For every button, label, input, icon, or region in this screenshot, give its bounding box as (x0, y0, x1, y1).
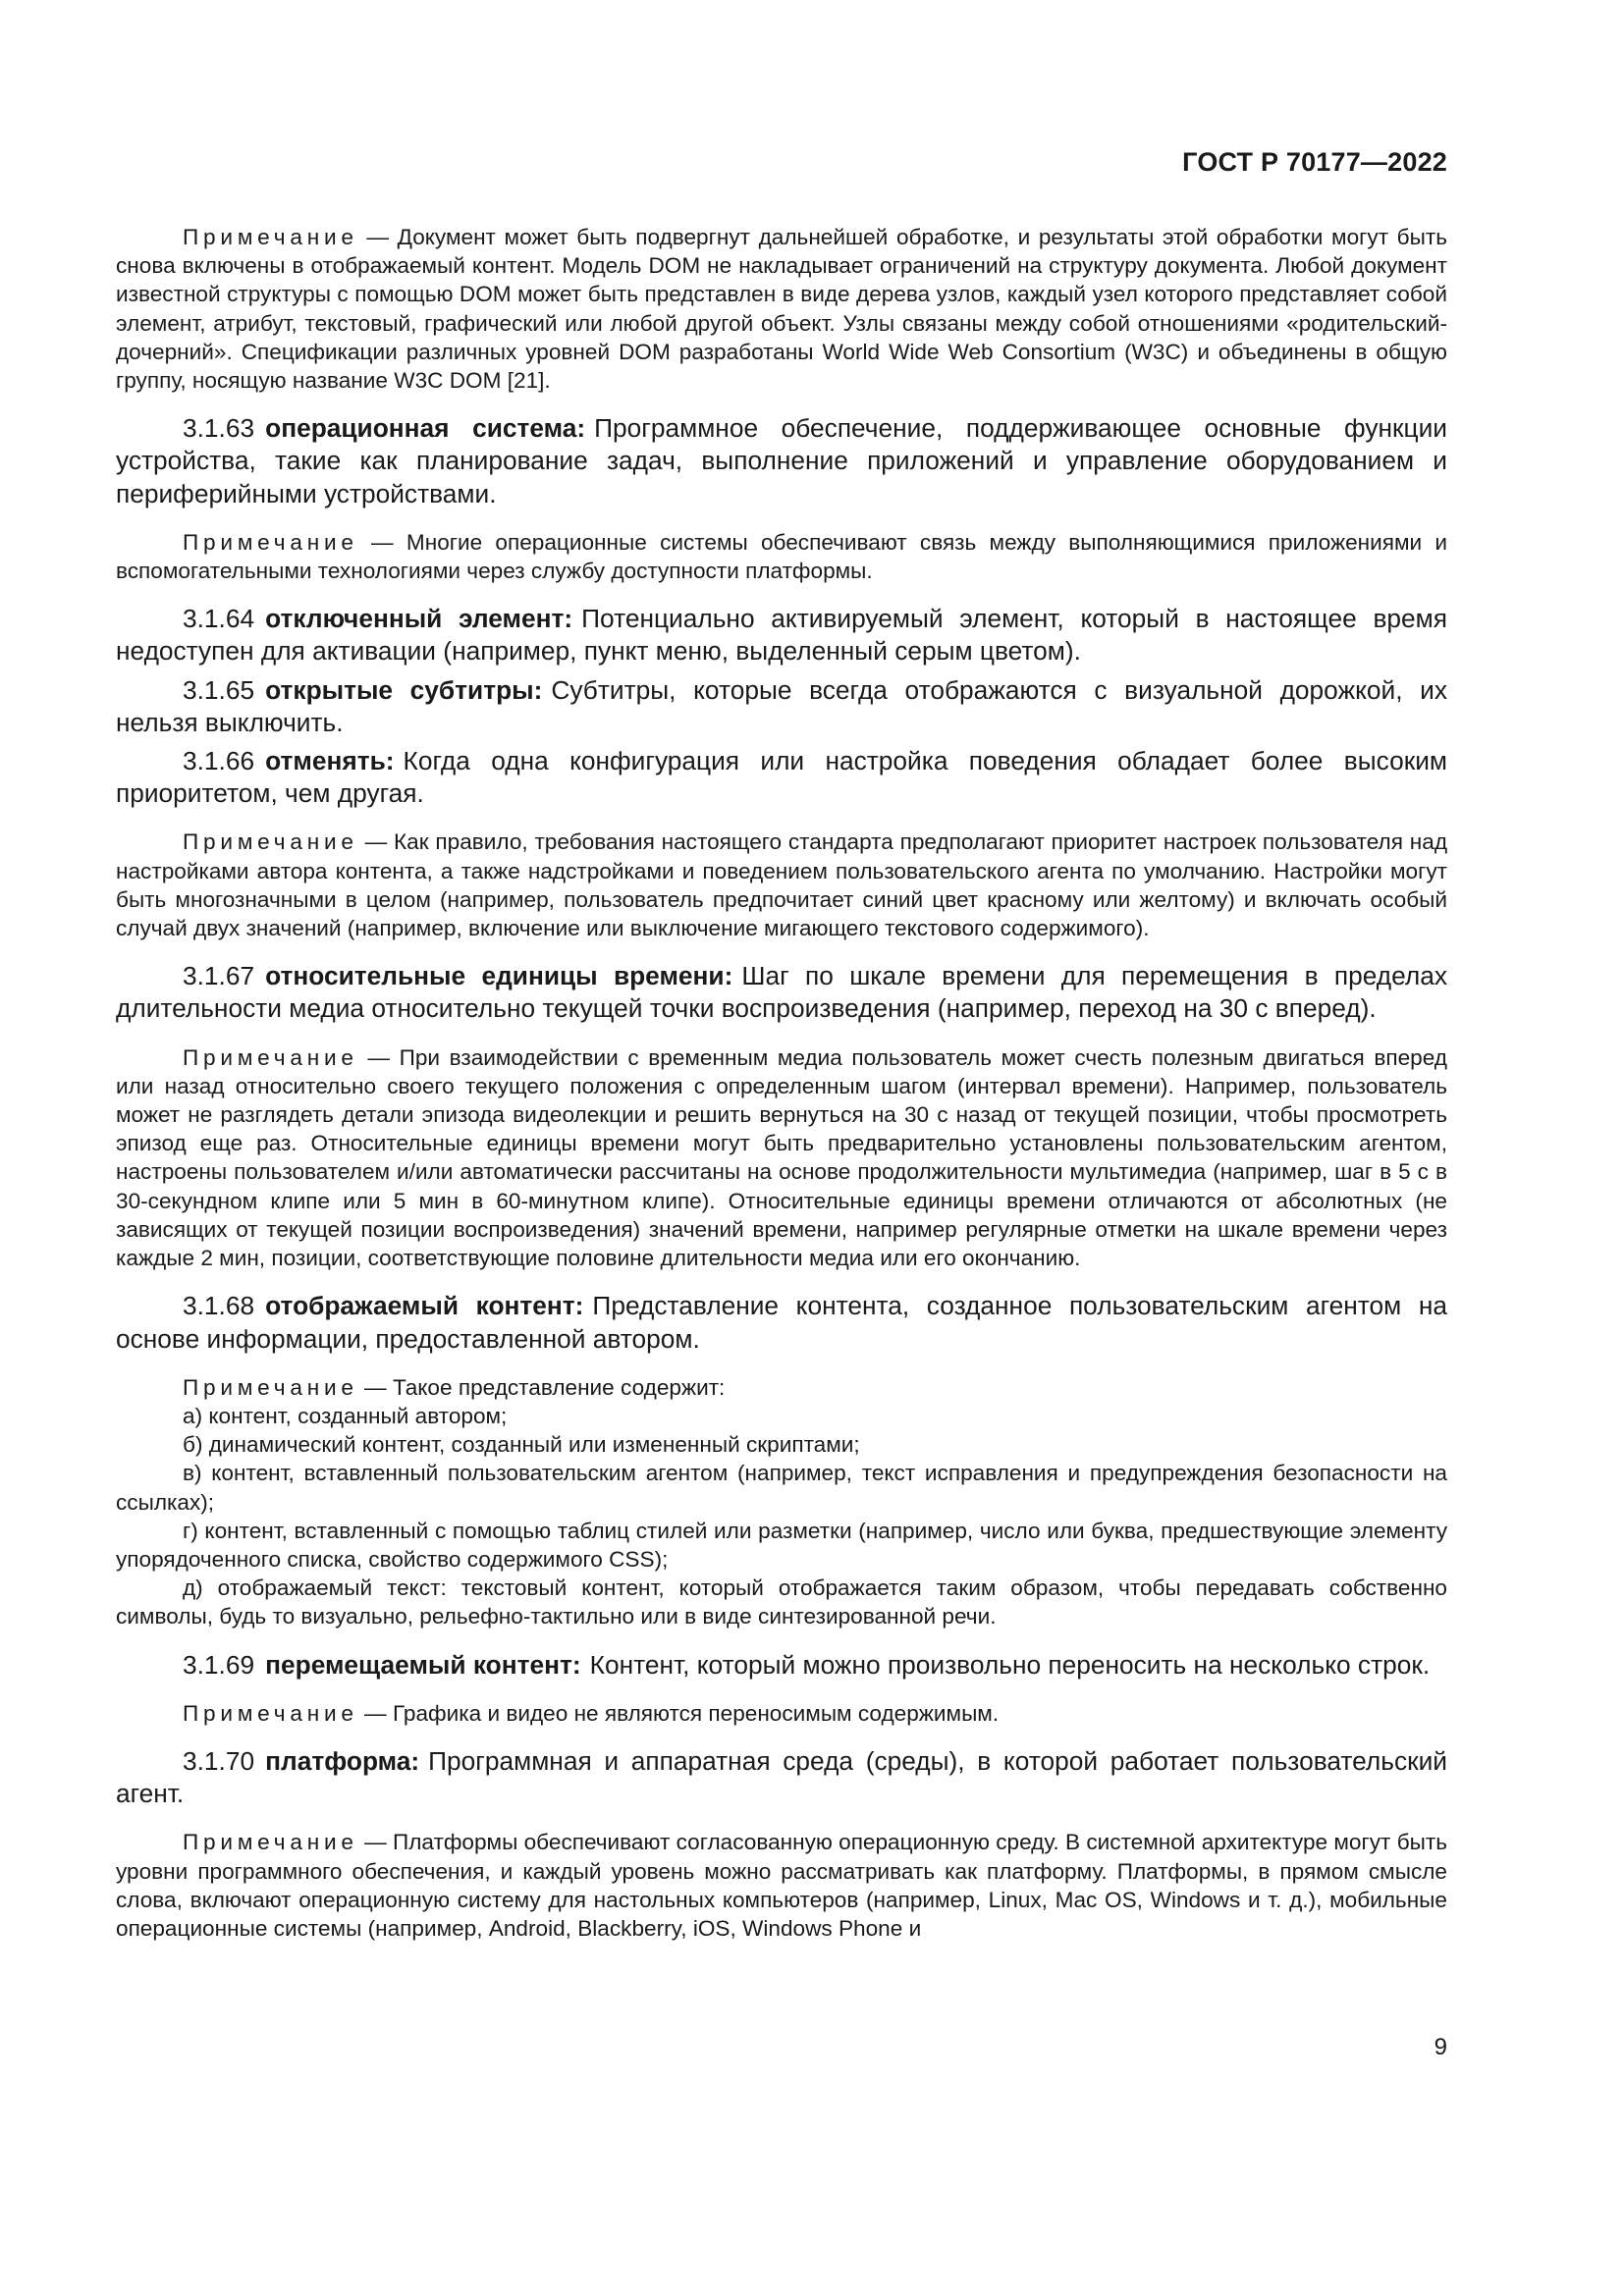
term-definition: Когда одна конфигурация или настройка поведения обладает более высоким приоритетом, чем другая. (116, 746, 1447, 809)
term-number: 3.1.66 (183, 746, 255, 776)
note-label: Примечание (183, 529, 358, 555)
term-definition: Представление контента, созданное пользовательским агентом на основе информации, предоставленной автором. (116, 1291, 1447, 1354)
standard-designation: ГОСТ Р 70177—2022 (1182, 147, 1447, 177)
term-number: 3.1.63 (183, 413, 255, 444)
term-number: 3.1.67 (183, 961, 255, 991)
term-name: отменять: (265, 746, 395, 776)
term-3-1-69 (116, 1649, 1447, 1682)
term-definition: Субтитры, которые всегда отображаются с визуальной дорожкой, их нельзя выключить. (116, 674, 1447, 737)
term-number: 3.1.65 (183, 674, 255, 705)
term-3-1-63 (116, 412, 1447, 510)
note-label: Примечание (183, 225, 358, 249)
term-3-1-64 (116, 603, 1447, 667)
term-name: платформа: (265, 1745, 420, 1776)
list-item: а) контент, созданный автором; (183, 1403, 508, 1428)
list-item: г) контент, вставленный с помощью таблиц стилей или разметки (например, число или буква, предшествующие элементу упорядоченного списка, свойство содержимого CSS); (116, 1518, 1447, 1572)
term-3-1-67 (116, 960, 1447, 1025)
term-name: операционная система: (265, 413, 586, 444)
list-item: д) отображаемый текст: текстовый контент, который отображается таким образом, чтобы передавать собственно символы, будь то визуально, рельефно-тактильно или в виде синтезированной речи. (116, 1575, 1447, 1629)
term-definition: Потенциально активируемый элемент, который в настоящее время недоступен для активации (например, пункт меню, выделенный серым цветом). (116, 604, 1448, 667)
note-label: Примечание (183, 1374, 358, 1400)
term-definition: Программная и аппаратная среда (среды), в которой работает пользовательский агент. (116, 1745, 1447, 1809)
note-label: Примечание (183, 1830, 358, 1855)
document-body (116, 223, 1447, 1960)
term-3-1-68 (116, 1290, 1447, 1355)
term-definition: Программное обеспечение, поддерживающее основные функции устройства, такие как планирование задач, выполнение приложений и управление оборудованием и периферийными устройствами. (116, 413, 1447, 508)
term-name: перемещаемый контент: (265, 1649, 581, 1680)
note-intro: Примечание — Такое представление содержит: (183, 1374, 726, 1400)
term-definition: Контент, который можно произвольно переносить на несколько строк. (589, 1649, 1431, 1680)
note-3-1-70: Примечание — Платформы обеспечивают согласованную операционную среду. В системной архитектуре могут быть уровни программного обеспечения, и каждый уровень можно рассматривать как платформу. Платформы, в прямом смысле слова, включают операционную систему для настольных компьютеров (например, Linux, Mac OS, Windows и т. д.), мобильные операционные системы (например, Android, Blackberry, iOS, Windows Phone и (116, 1830, 1447, 1941)
document-page (116, 0, 1447, 2296)
note-3-1-69: Примечание — Графика и видео не являются переносимым содержимым. (183, 1700, 1000, 1726)
note-3-1-68 (116, 1373, 1447, 1631)
term-definition: Шаг по шкале времени для перемещения в пределах длительности медиа относительно текущей точки воспроизведения (например, переход на 30 с вперед). (116, 961, 1448, 1024)
term-number: 3.1.64 (183, 604, 255, 634)
term-name: отображаемый контент: (265, 1291, 584, 1321)
note-3-1-66: Примечание — Как правило, требования настоящего стандарта предполагают приоритет настроек пользователя над настройками автора контента, а также надстройками и поведением пользовательского агента по умолчанию. Настройки могут быть многозначными в целом (например, пользователь предпочитает синий цвет красному или желтому) и включать особый случай двух значений (например, включение или выключение мигающего текстового содержимого). (116, 829, 1448, 941)
term-name: относительные единицы времени: (265, 961, 733, 991)
note-label: Примечание (183, 1700, 358, 1726)
term-number: 3.1.69 (183, 1649, 255, 1680)
note-label: Примечание (183, 1044, 358, 1070)
term-number: 3.1.70 (183, 1745, 255, 1776)
list-item: б) динамический контент, созданный или измененный скриптами; (183, 1432, 860, 1458)
note-3-1-63: Примечание — Многие операционные системы обеспечивают связь между выполняющимися приложениями и вспомогательными технологиями через службу доступности платформы. (116, 529, 1447, 584)
term-name: открытые субтитры: (265, 674, 543, 705)
note-3-1-67: Примечание — При взаимодействии с временным медиа пользователь может счесть полезным двигаться вперед или назад относительно своего текущего положения с определенным шагом (интервал времени). Например, пользователь может не разглядеть детали эпизода видеолекции и решить вернуться на 30 с назад от текущей позиции, чтобы просмотреть эпизод еще раз. Относительные единицы времени могут быть предварительно установлены пользовательским агентом, настроены пользователем и/или автоматически рассчитаны на основе продолжительности мультимедиа (например, шаг в 5 с в 30-секундном клипе или 5 мин в 60-минутном клипе). Относительные единицы времени отличаются от абсолютных (не зависящих от текущей позиции воспроизведения) значений времени, например регулярные отметки на шкале времени через каждые 2 мин, позиции, соответствующие половине длительности медиа или его окончанию. (116, 1044, 1447, 1271)
page-number: 9 (1434, 2034, 1447, 2060)
term-3-1-66 (116, 745, 1447, 810)
term-number: 3.1.68 (183, 1291, 255, 1321)
list-item: в) контент, вставленный пользовательским агентом (например, текст исправления и предупреждения безопасности на ссылках); (116, 1461, 1447, 1515)
term-name: отключенный элемент: (265, 604, 573, 634)
term-3-1-65 (116, 674, 1447, 739)
note-label: Примечание (183, 829, 358, 855)
note-dom: Примечание — Документ может быть подвергнут дальнейшей обработке, и результаты этой обработки могут быть снова включены в отображаемый контент. Модель DOM не накладывает ограничений на структуру документа. Любой документ известной структуры с помощью DOM может быть представлен в виде дерева узлов, каждый узел которого представляет собой элемент, атрибут, текстовый, графический или любой другой объект. Узлы связаны между собой отношениями «родительский-дочерний». Спецификации различных уровней DOM разработаны World Wide Web Consortium (W3C) и объединены в общую группу, носящую название W3C DOM [21]. (116, 225, 1447, 394)
term-3-1-70 (116, 1745, 1447, 1810)
